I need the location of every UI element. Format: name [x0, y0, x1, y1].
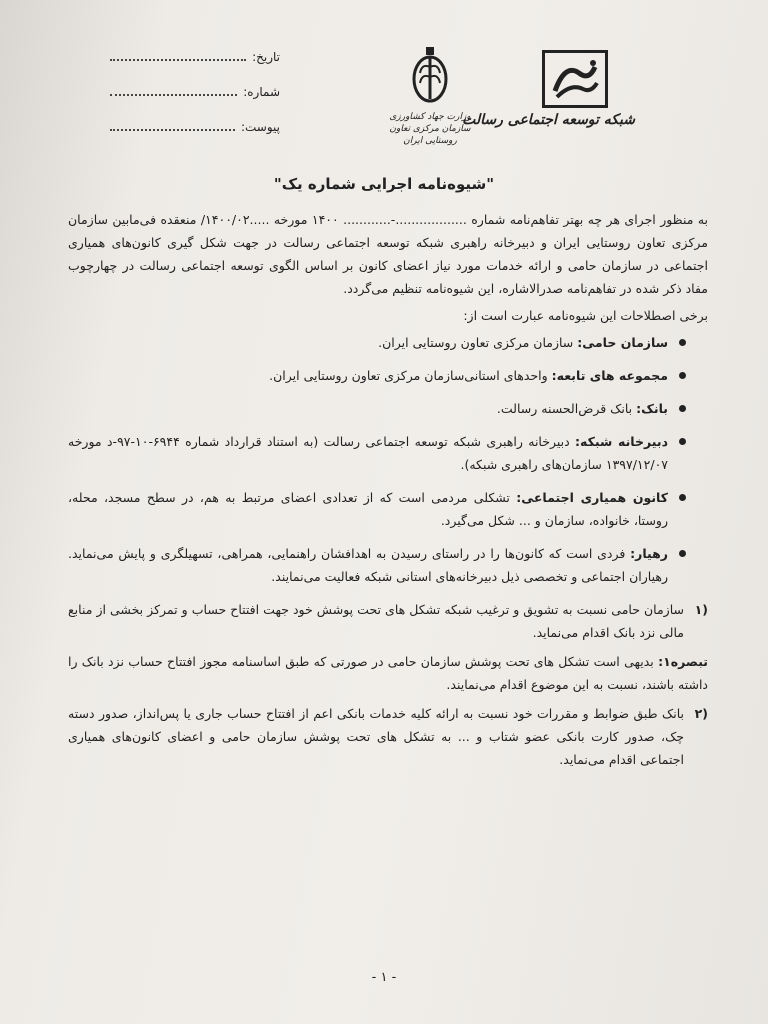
- date-field: [110, 50, 280, 85]
- definition-item: [68, 542, 686, 588]
- definition-item: [68, 430, 686, 476]
- document-body: [68, 208, 708, 777]
- definition-term: سازمان حامی:: [577, 335, 668, 350]
- definition-item: [68, 331, 686, 354]
- definition-term: رهیار:: [630, 546, 668, 561]
- definition-term: دبیرخانه شبکه:: [575, 434, 668, 449]
- definitions-list: [68, 331, 708, 588]
- note-text: بدیهی است تشکل های تحت پوشش سازمان حامی در صورتی که طبق اساسنامه مجوز افتتاح حساب نزد بانک را داشته باشند، نسبت به این موضوع اقدام می‌نمایند.: [68, 654, 708, 692]
- number-field: [110, 85, 280, 120]
- ministry-logo: [380, 45, 480, 147]
- intro-paragraph: به منظور اجرای هر چه بهتر تفاهم‌نامه شماره ..................-............ ۱۴۰۰ مورخه .....۱۴۰۰/۰۲/ منعقده فی‌مابین سازمان مرکزی تعاون روستایی ایران و دبیرخانه راهبری شبکه توسعه اجتماعی رسالت در جهت شکل گیری کانون‌های همیاری اجتماعی در سازمان حامی و ارائه خدمات مورد نیاز اعضای کانون بر اساس الگوی توسعه اجتماعی رسالت در چهارچوب مفاد ذکر شده در تفاهم‌نامه صدرالاشاره، این شیوه‌نامه تنظیم می‌گردد.: [68, 212, 708, 296]
- definition-text: واحدهای استانی‌سازمان مرکزی تعاون روستایی ایران.: [269, 368, 552, 383]
- definition-text: فردی است که کانون‌ها را در راستای رسیدن به اهدافشان راهنمایی، همراهی، تسهیلگری و پایش می‌نماید. رهیاران اجتماعی و تخصصی ذیل دبیرخانه‌های استانی شبکه فعالیت می‌نمایند.: [68, 546, 668, 584]
- item-number: (۲: [694, 706, 708, 721]
- document-title: "شیوه‌نامه اجرایی شماره یک": [273, 175, 495, 193]
- org-logo-caption: شبکه توسعه اجتماعی رسالت: [462, 112, 635, 128]
- wheat-emblem-icon: [380, 45, 480, 109]
- numbered-item-1: [68, 598, 708, 644]
- page-number: - ۱ -: [371, 970, 397, 985]
- number-dotted-line: [110, 86, 237, 96]
- note-paragraph: [68, 650, 708, 696]
- date-dotted-line: [110, 51, 246, 61]
- ministry-caption-line1: وزارت جهاد کشاورزی: [389, 112, 471, 122]
- org-logo: [462, 50, 635, 128]
- definition-item: [68, 486, 686, 532]
- bullet-icon: [679, 372, 686, 379]
- bullet-icon: [679, 405, 686, 412]
- definition-text: سازمان مرکزی تعاون روستایی ایران.: [378, 335, 578, 350]
- bullet-icon: [679, 438, 686, 445]
- attachment-dotted-line: [110, 121, 235, 131]
- item-text: بانک طبق ضوابط و مقررات خود نسبت به ارائه کلیه خدمات بانکی اعم از افتتاح حساب جاری یا پس‌انداز، صدور دسته چک، صدور کارت بانکی عضو شتاب و ... به تشکل های تحت پوشش سازمان حامی و اعضای کانون‌های همیاری اجتماعی اقدام می‌نماید.: [68, 706, 684, 767]
- bullet-icon: [679, 550, 686, 557]
- ministry-caption-line2: سازمان مرکزی تعاون روستایی ایران: [389, 124, 471, 146]
- item-number: (۱: [694, 602, 708, 617]
- item-text: سازمان حامی نسبت به تشویق و ترغیب شبکه تشکل های تحت پوشش خود جهت افتتاح حساب و تمرکز بخشی از منابع مالی نزد بانک اقدام می‌نماید.: [68, 602, 684, 640]
- date-label: تاریخ:: [252, 50, 280, 64]
- ministry-caption: [380, 111, 480, 147]
- definition-item: [68, 364, 686, 387]
- definition-text: بانک قرض‌الحسنه رسالت.: [496, 401, 637, 416]
- bullet-icon: [679, 339, 686, 346]
- definition-term: بانک:: [636, 401, 668, 416]
- definition-term: کانون همیاری اجتماعی:: [516, 490, 669, 505]
- bullet-icon: [679, 494, 686, 501]
- document-meta: [110, 50, 280, 155]
- attachment-label: پیوست:: [240, 120, 280, 134]
- terms-intro: برخی اصطلاحات این شیوه‌نامه عبارت است از:: [463, 308, 708, 323]
- definition-text: تشکلی مردمی است که از تعدادی اعضای مرتبط به هم، در سطح مسجد، محله، روستا، خانواده، سازمان و ... شکل می‌گیرد.: [68, 490, 668, 528]
- definition-term: مجموعه های تابعه:: [551, 368, 668, 383]
- rasalat-logo-icon: [542, 50, 608, 108]
- definition-text: دبیرخانه راهبری شبکه توسعه اجتماعی رسالت (به استناد قرارداد شماره ۶۹۴۴-۱۰-۹۷-د مورخه ۱۳۹۷/۱۲/۰۷ سازمان‌های راهبری شبکه).: [68, 434, 668, 472]
- numbered-item-2: [68, 702, 708, 771]
- note-label: تبصره۱:: [658, 654, 708, 669]
- attachment-field: [110, 120, 280, 155]
- number-label: شماره:: [243, 85, 280, 99]
- definition-item: [68, 397, 686, 420]
